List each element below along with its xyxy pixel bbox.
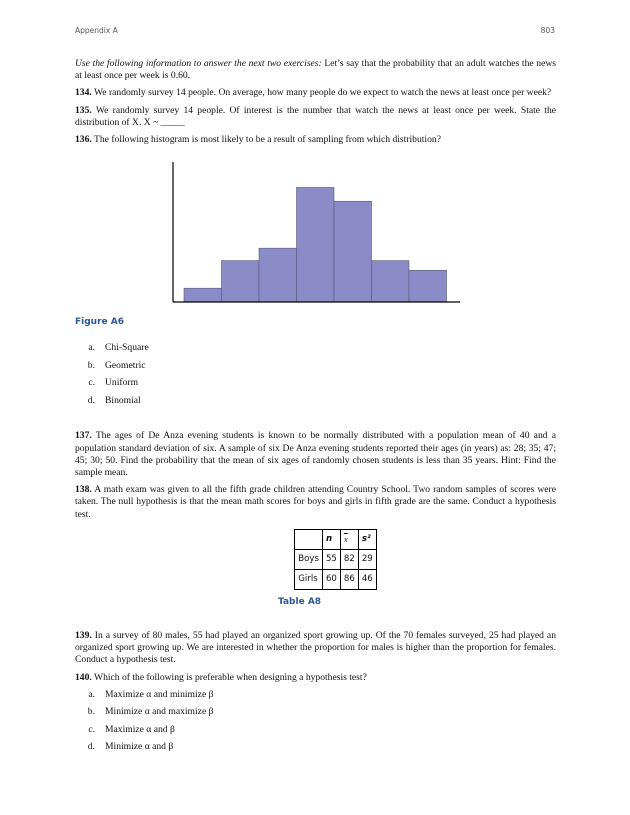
answer-option[interactable] [75, 724, 556, 736]
table-cell: 60 [322, 569, 340, 589]
histogram-bar [184, 288, 222, 302]
exercise-text: In a survey of 80 males, 55 had played an organized sport growing up. Of the 70 females surveyed, 25 had played an organized sport growing up. We are interested in whether the proportion for males is higher than the proportion for females. Conduct a hypothesis test. [75, 630, 556, 666]
exercise-number: 136. [75, 134, 92, 146]
option-letter: b. [87, 706, 95, 718]
exercise-text: We randomly survey 14 people. Of interest is the number that watch the news at least once per week. State the distribution of X. X ~ _____ [75, 104, 556, 128]
table-cell: 82 [340, 549, 358, 569]
intro-text: Let’s say that the probability that an adult watches the news at least once per week is 0.60. [75, 58, 556, 82]
intro-italic: Use the following information to answer the next two exercises: [75, 58, 322, 69]
option-letter: a. [88, 688, 95, 700]
exercise-134 [75, 87, 556, 99]
page-number: 803 [540, 26, 555, 35]
exercise-text: A math exam was given to all the fifth grade children attending Country School. Two random samples of scores were taken. The null hypothesis is that the mean math scores for boys and girls in fifth grade are the same. Conduct a hypothesis test. [75, 484, 556, 520]
table-header-cell: $\overline{x}$ [340, 529, 358, 549]
histogram-bar [409, 270, 447, 302]
exercise-text: Which of the following is preferable when designing a hypothesis test? [91, 671, 367, 683]
table-row [295, 549, 377, 569]
option-text: Minimize α and β [105, 741, 174, 753]
exercise-138 [75, 484, 556, 521]
table-cell: Boys [295, 549, 323, 569]
exercise-text: The ages of De Anza evening students is known to be normally distributed with a population mean of 40 and a population standard deviation of six. A sample of six De Anza evening students reported their ages (in years) as: 28; 35; 47; 45; 30; 50. Find the probability that the mean of six ages of randomly chosen students is less than 35 years. Hint: Find the sample mean. [75, 430, 556, 479]
figure-caption: Figure A6 [75, 317, 124, 328]
histogram-bar [372, 261, 410, 302]
option-text: Geometric [105, 359, 146, 371]
histogram-bar [334, 201, 372, 302]
option-letter: a. [88, 342, 95, 354]
histogram-bar [297, 188, 335, 303]
table-header-row [295, 529, 377, 549]
exercise-number: 139. [75, 630, 92, 642]
table-figure [75, 529, 556, 608]
answer-option[interactable] [75, 689, 556, 701]
exercise-number: 134. [75, 87, 92, 99]
answer-options-136 [75, 342, 556, 407]
exercise-136 [75, 134, 556, 146]
exercise-intro [75, 58, 556, 82]
table-row [295, 569, 377, 589]
option-text: Binomial [105, 394, 141, 406]
table-cell: 55 [322, 549, 340, 569]
option-text: Maximize α and β [105, 723, 175, 735]
option-text: Maximize α and minimize β [105, 688, 214, 700]
option-letter: d. [87, 394, 95, 406]
histogram-chart [75, 154, 556, 314]
exercise-number: 135. [75, 104, 92, 116]
answer-options-140 [75, 689, 556, 754]
option-text: Chi-Square [105, 342, 149, 354]
exercise-text: We randomly survey 14 people. On average, how many people do we expect to watch the news at least once per week? [91, 87, 552, 99]
exercise-137 [75, 430, 556, 479]
table-header-cell: s² [358, 529, 376, 549]
histogram-bar [259, 248, 297, 302]
answer-option[interactable] [75, 395, 556, 407]
table-cell: 86 [340, 569, 358, 589]
answer-option[interactable] [75, 706, 556, 718]
histogram-figure [75, 154, 556, 314]
table-header-cell [295, 529, 323, 549]
option-letter: d. [87, 741, 95, 753]
exercise-number: 137. [75, 430, 92, 442]
table-cell: 46 [358, 569, 376, 589]
answer-option[interactable] [75, 741, 556, 753]
exercise-text: The following histogram is most likely to be a result of sampling from which distribution? [91, 134, 441, 146]
option-letter: c. [88, 377, 95, 389]
option-letter: b. [87, 359, 95, 371]
option-letter: c. [88, 723, 95, 735]
option-text: Minimize α and maximize β [105, 706, 214, 718]
exercise-139 [75, 630, 556, 667]
running-header: Appendix A [75, 26, 118, 35]
exercise-number: 138. [75, 484, 92, 496]
exercise-135 [75, 105, 556, 129]
scores-table [294, 529, 377, 590]
table-cell: Girls [295, 569, 323, 589]
page-content [75, 58, 556, 759]
histogram-bar [222, 261, 260, 302]
answer-option[interactable] [75, 360, 556, 372]
answer-option[interactable] [75, 377, 556, 389]
table-cell: 29 [358, 549, 376, 569]
table-caption: Table A8 [278, 596, 322, 607]
exercise-140 [75, 672, 556, 684]
answer-option[interactable] [75, 342, 556, 354]
exercise-number: 140. [75, 671, 92, 683]
option-text: Uniform [105, 377, 139, 389]
table-header-cell: n [322, 529, 340, 549]
